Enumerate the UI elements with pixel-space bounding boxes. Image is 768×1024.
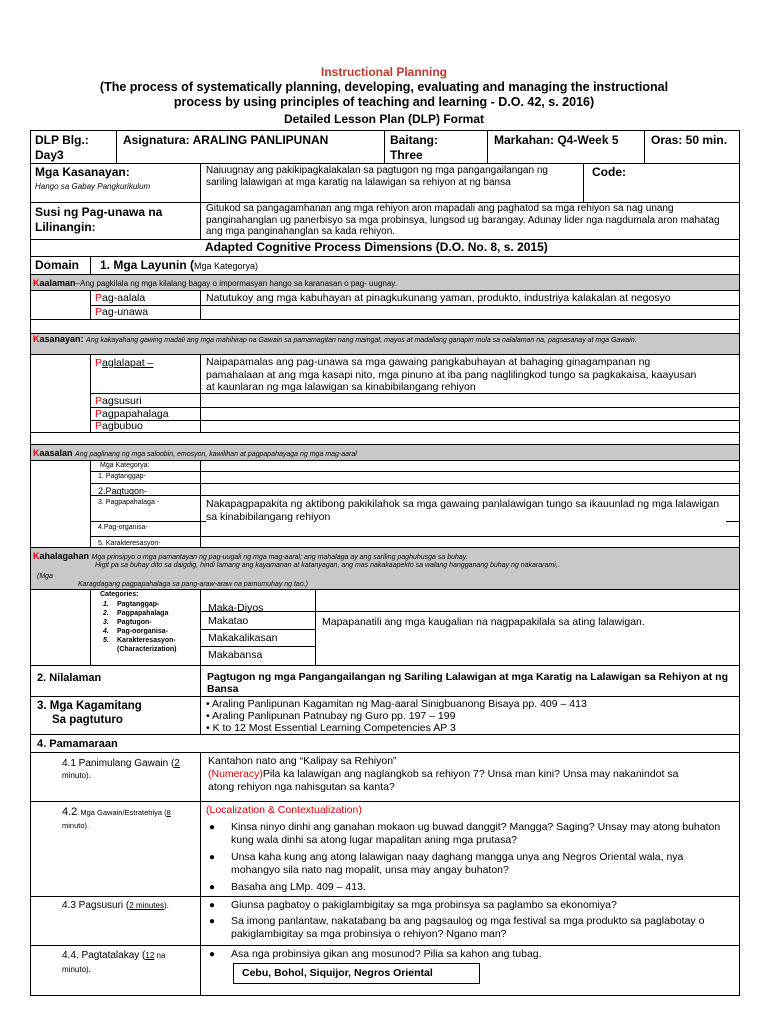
s44-bullet-1-dot: ●	[209, 949, 216, 960]
s42-bullet-2: Unsa kaha kung ang atong lalawigan naay daghang mangga unya ang Negros Oriental wala, nya mohangyo sila nato nag mopalit, unsa may angay buhaton?	[231, 851, 684, 876]
layunin-text: 1. Mga Layunin (	[100, 258, 195, 272]
value-makabansa: Makabansa	[208, 649, 263, 661]
kaasalan-item-5: 5. Karakteresasyon-	[98, 540, 161, 547]
subtitle-text: (The process of systematically planning, developing, evaluating and managing the instructional process by using principles of teaching and learning - D.O. 42, s. 2016)	[99, 80, 669, 109]
kahalagahan-desc1: Mga prinsipyo o mga pamantayan ng pag-uugali ng mga mag-aaral; ang mahalaga ay ang sariling paghuhusga sa buhay.	[91, 554, 468, 561]
domain-label: Domain	[35, 258, 80, 272]
s43-bullet-2: Sa imong panlantaw, nakatabang ba ang pagsaulog og mga festival sa mga produkto sa paglabotay o pakiglambigitay sa mga probinsiya o rehiyon? Ngano man?	[231, 915, 705, 940]
pag-unawa-text-cell	[200, 305, 740, 320]
kahalagahan-label: ahalagahan	[39, 551, 90, 561]
kasanayan-label: Mga Kasanayan:	[35, 165, 130, 179]
s42-bullet-3: Basaha ang LMp. 409 – 413.	[231, 881, 366, 893]
kasanayan-sublabel: Hango sa Gabay Pangkurikulum	[35, 182, 151, 191]
category-1-num: 1.	[103, 601, 109, 608]
kaasalan-left-blank	[30, 460, 91, 548]
dlp-blg-label: DLP Blg.:	[35, 133, 89, 147]
s42-bullet-1-dot: ●	[209, 822, 216, 833]
layunin-label	[100, 259, 258, 273]
s44-label	[62, 949, 165, 962]
kaasalan-kategorya-label: Mga Kategorya:	[100, 462, 150, 469]
baitang-value: Three	[390, 148, 423, 162]
kahalagahan-first: K	[33, 551, 40, 561]
s41-line1: Kantahon nato ang “Kalipay sa Rehiyon”	[208, 755, 397, 767]
s42-label-end: minuto).	[62, 821, 90, 830]
s42-num: 4.2	[62, 806, 78, 818]
kaasalan-text: Nakapagpapakita ng aktibong pakikilahok sa mga gawaing panlalawigan tungo sa ikauunlad ng mga lalawigan sa kinabibilangang rehiyon	[206, 498, 726, 523]
kaalaman-left-blank	[30, 290, 91, 320]
instructional-planning-title: Instructional Planning	[320, 65, 447, 79]
pag-aalala-label	[95, 292, 145, 305]
pagpapahalaga-first: P	[95, 408, 103, 420]
pagbubuo-rest: agbubuo	[102, 420, 143, 432]
kaasalan-item-2: 2.Pagtugon-	[98, 486, 148, 496]
layunin-small: Mga Kategorya)	[194, 261, 259, 271]
kaalaman-first: K	[33, 278, 40, 288]
category-6-text: (Characterization)	[117, 646, 177, 653]
s43-min: 2 minutes	[129, 901, 164, 910]
kaalaman-desc: –Ang pagkilala ng mga kilalang bagay o impormasyan hango sa karanasan o pag- uugnay.	[75, 279, 397, 288]
s42-tag: (Localization & Contextualization)	[206, 804, 362, 816]
kahalagahan-text-top	[315, 589, 740, 612]
s44-answer-box-text: Cebu, Bohol, Siquijor, Negros Oriental	[242, 967, 433, 979]
category-5	[103, 637, 176, 645]
nilalaman-label: 2. Nilalaman	[37, 672, 102, 684]
category-2-text: Pagpapahalaga	[117, 610, 169, 617]
kahalagahan-desc3a: (Mga	[37, 573, 53, 580]
s42-bullet-2-dot: ●	[209, 852, 216, 863]
kagamitan-label-2: Sa pagtuturo	[52, 714, 123, 726]
pag-unawa-first: P	[95, 306, 103, 318]
category-2	[103, 610, 168, 618]
s44-unit: na	[154, 951, 166, 960]
category-5-text: Karakteresasyon-	[117, 637, 176, 644]
s43-bullet-1: Giunsa pagbatoy o pakiglambigitay sa mga probinsya sa paglambo sa ekonomiya?	[231, 899, 617, 911]
s44-label-end: minuto).	[62, 965, 91, 974]
kaasalan-desc: Ang paglinang ng mga saloobin, emosyon, kawilihan at pagpapahayaga ng mga mag-aaral	[75, 451, 357, 458]
category-3-text: Pagtugon-	[117, 619, 152, 626]
s43-bullet-1-dot: ●	[209, 900, 216, 911]
s44-min: 12	[145, 951, 155, 960]
value-maka-diyos: Maka-Diyos	[208, 602, 264, 614]
s41-numeracy: (Numeracy)	[208, 768, 263, 780]
category-1-text: Pagtanggap-	[117, 601, 160, 608]
kagamitan-item-3: • K to 12 Most Essential Learning Competencies AP 3	[206, 722, 456, 734]
susi-text: Gitukod sa pangagamhanan ang mga rehiyon aron mapadali ang paghatod sa mga rehiyon sa nag unang panginahanglan ug panerbisyo sa mga probinsya, lungsod ug barangay. Adunay lider nga nagdumala aron mahatag ang mga panginahanglan sa kada rehiyon.	[206, 203, 720, 237]
kaasalan-first: K	[33, 448, 40, 458]
s42-label-text: Mga Gawain/Estratehiya (	[80, 808, 167, 817]
kaasalan-label: aasalan	[39, 448, 73, 458]
s41-line2	[208, 768, 678, 781]
paglalapat-rest: aglalapat –	[102, 357, 154, 369]
kasanayan-desc: Ang kakayahang gawing madali ang mga mahihirap na Gawain sa pamamagitan nang maingat, mayos at madaliang ganapin mula sa nalalaman na, pagsasanay at mga Gawain.	[86, 337, 637, 344]
kagamitan-item-1: • Araling Panlipunan Kagamitan ng Mag-aaral Sinigbuanong Bisaya pp. 409 – 413	[206, 698, 587, 710]
pagbubuo-text-cell	[200, 420, 740, 433]
pagpapahalaga-text-cell	[200, 407, 740, 421]
s42-bullet-3-dot: ●	[209, 882, 216, 893]
s42-label	[62, 806, 171, 819]
pag-unawa-rest: ag-unawa	[102, 306, 149, 318]
paglalapat-label	[95, 357, 153, 370]
pagbubuo-first: P	[95, 420, 103, 432]
pagbubuo-label	[95, 420, 143, 433]
value-makakalikasan: Makakalikasan	[208, 632, 278, 644]
kahalagahan-text: Mapapanatili ang mga kaugalian na nagpapakilala sa ating lalawigan.	[322, 616, 645, 628]
kahalagahan-desc3b: Karagdagang pagpapahalaga sa pang-araw-araw na pamumuhay ng tao.)	[78, 581, 308, 588]
kasanayan-left-blank	[30, 354, 91, 433]
pamamaraan-label: 4. Pamamaraan	[37, 738, 118, 750]
s41-label-text: 4.1 Panimulang Gawain (	[62, 758, 175, 769]
category-5-num: 5.	[103, 637, 109, 644]
category-3	[103, 619, 152, 627]
kahalagahan-desc2: Higit pa sa buhay dito sa daigdig, hindi lamang ang kayamanan at katanyagan, ang mas nakakaapekto sa walang hangganang buhay ng nakararami,.	[95, 562, 560, 569]
category-4-text: Pag-oorganisa-	[117, 628, 168, 635]
pag-aalala-first: P	[95, 292, 103, 304]
category-4-num: 4.	[103, 628, 109, 635]
pagsusuri-text-cell	[200, 393, 740, 408]
nilalaman-text: Pagtugon ng mga Pangangailangan ng Sariling Lalawigan at mga Karatig na Lalawigan sa Rehiyon at ng Bansa	[207, 671, 728, 695]
kaasalan-item-4: 4.Pag-organisa-	[98, 524, 148, 531]
kaasalan-item-3: 3. Pagpapahalaga -	[98, 499, 160, 506]
kaalaman-title	[33, 277, 397, 290]
kasanayan-first: K	[33, 334, 40, 344]
s41-min: 2	[174, 758, 180, 769]
category-1	[103, 601, 159, 609]
s41-line2-text: Pila ka lalawigan ang naglangkob sa rehiyon 7? Unsa man kini? Unsa may nakanindot sa	[262, 768, 679, 780]
pagsusuri-first: P	[95, 395, 103, 407]
s41-line3: atong rehiyon nga nahisgutan sa kanta?	[208, 781, 395, 793]
s42-bullet-1: Kinsa ninyo dinhi ang ganahan mokaon ug buwad danggit? Mangga? Saging? Unsay may atong buhaton kung wala dinhi sa atong lugar mapalitan aning mga prutasa?	[231, 821, 721, 846]
kagamitan-label-1: 3. Mga Kagamitang	[37, 700, 142, 712]
asignatura: Asignatura: ARALING PANLIPUNAN	[123, 133, 329, 147]
s43-label	[62, 899, 169, 912]
s43-bullet-2-dot: ●	[209, 916, 216, 927]
categories-label: Categories:	[100, 591, 139, 598]
pag-aalala-text: Natutukoy ang mga kabuhayan at pinagkukunang yaman, produkto, industriya kalakalan at negosyo	[206, 292, 671, 304]
code-label: Code:	[592, 165, 626, 179]
kasanayan-title	[33, 334, 733, 345]
kahalagahan-left-blank	[30, 589, 91, 666]
s43-label-text: 4.3 Pagsusuri (	[62, 900, 130, 911]
kaasalan-title	[33, 447, 357, 460]
value-makatao: Makatao	[208, 615, 249, 627]
susi-label: Susi ng Pag-unawa na Lilinangin:	[35, 205, 163, 234]
pamamaraan-row	[30, 734, 740, 753]
category-2-num: 2.	[103, 610, 109, 617]
pag-aalala-rest: ag-aalala	[102, 292, 146, 304]
oras: Oras: 50 min.	[651, 133, 728, 147]
instructional-planning-subtitle	[0, 80, 768, 110]
baitang-label: Baitang:	[390, 133, 438, 147]
s42-min: 8	[166, 808, 171, 817]
adapted-title: Adapted Cognitive Process Dimensions (D.O. No. 8, s. 2015)	[205, 240, 548, 254]
kagamitan-item-2: • Araling Panlipunan Patnubay ng Guro pp. 197 – 199	[206, 710, 456, 722]
kaasalan-item-1: 1. Pagtanggap-	[98, 473, 146, 480]
category-6	[103, 646, 177, 654]
s41-label-end: minuto).	[62, 771, 91, 780]
dlp-day: Day3	[35, 148, 64, 162]
s44-bullet-1: Asa nga probinsiya gikan ang mosunod? Pilia sa kahon ang tubag.	[231, 948, 542, 960]
kaalaman-label: aalaman	[39, 278, 76, 288]
markahan: Markahan: Q4-Week 5	[494, 133, 619, 147]
kasanayan-text: Naiuugnay ang pakikipagkalakalan sa pagtugon ng mga pangangailangan ng sariling lalawigan at mga karatig na lalawigan sa rehiyon at ng bansa	[206, 165, 548, 188]
category-3-num: 3.	[103, 619, 109, 626]
paglalapat-first: P	[95, 357, 103, 369]
pagsusuri-rest: agsusuri	[102, 395, 142, 407]
dlp-format-title: Detailed Lesson Plan (DLP) Format	[283, 112, 485, 126]
category-4	[103, 628, 168, 636]
pag-unawa-label	[95, 306, 148, 319]
s43-label-end: ).	[163, 901, 169, 910]
kasanayan-section-label: asanayan:	[39, 334, 84, 344]
paglalapat-text: Naipapamalas ang pag-unawa sa mga gawaing pangkabuhayan at bahaging ginagampanan ng pamahalaan at ang mga kasapi nito, mga pinuno at iba pang naglilingkod tungo sa pagkakaisa, kaayusan at kaunlaran ng mga lalawigan sa kinabibilangang rehiyon	[206, 356, 697, 393]
s44-label-text: 4.4. Pagtatalakay (	[62, 950, 146, 961]
pagpapahalaga-rest: agpapahalaga	[102, 408, 169, 420]
